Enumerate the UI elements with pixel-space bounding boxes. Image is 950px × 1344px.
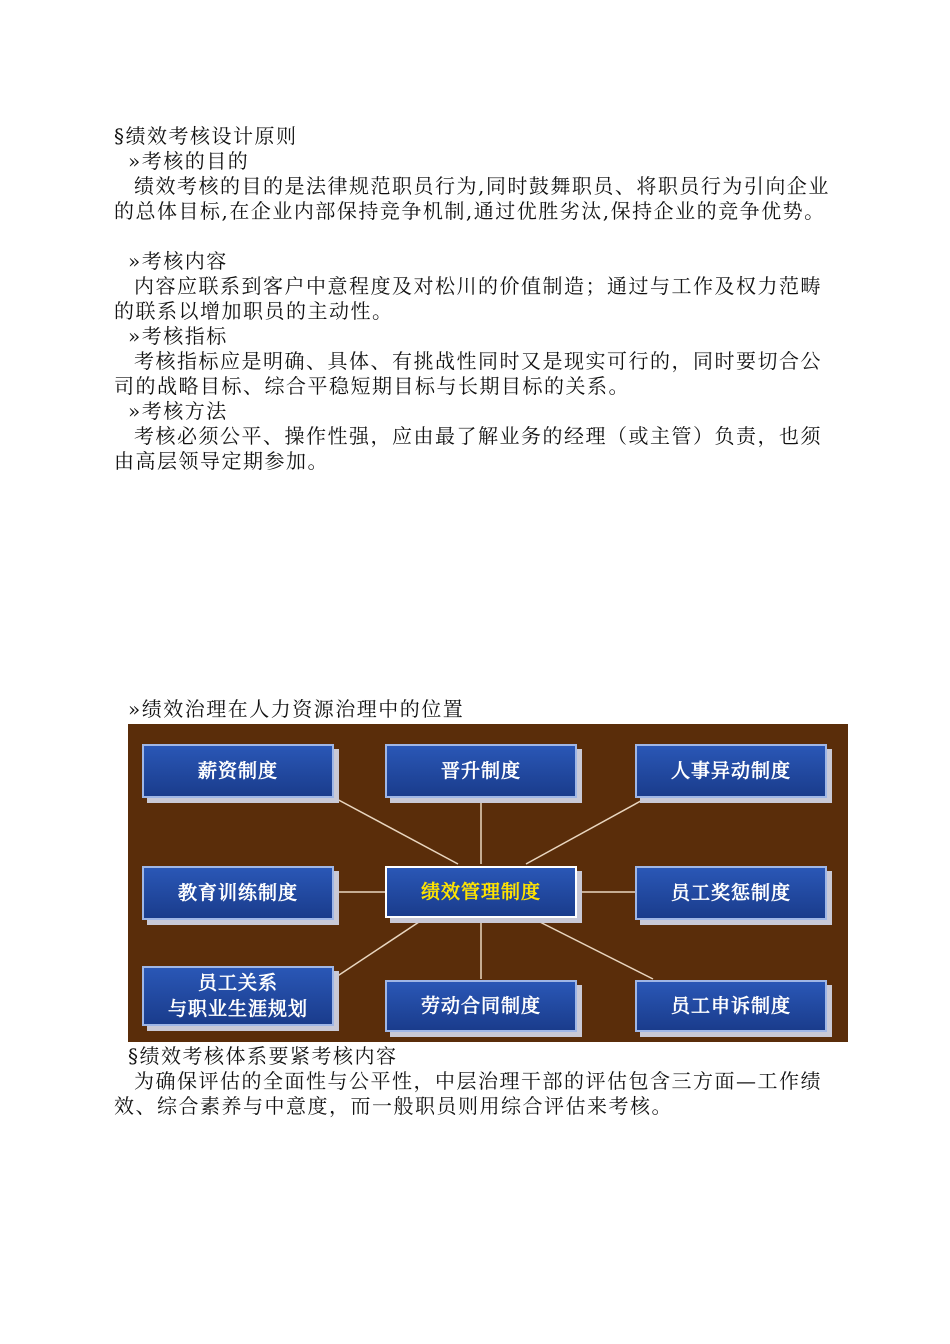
connector-line: [333, 916, 428, 979]
subheading-indicators: »考核指标: [128, 324, 228, 348]
diagram-title: »绩效治理在人力资源治理中的位置: [128, 697, 465, 721]
paragraph-purpose: 绩效考核的目的是法律规范职员行为,同时鼓舞职员、将职员行为引向企业的总体目标,在企业内部保持竞争机制,通过优胜劣汰,保持企业的竞争优势。: [114, 174, 830, 223]
box-personnel-transfer-system: 人事异动制度: [635, 744, 827, 798]
paragraph-content: 内容应联系到客户中意程度及对松川的价值制造；通过与工作及权力范畴的联系以增加职员的主动性。: [114, 274, 822, 323]
subheading-methods: »考核方法: [128, 399, 228, 423]
box-labor-contract-system: 劳动合同制度: [385, 980, 577, 1032]
connector-line: [526, 797, 648, 864]
hr-system-diagram: [128, 724, 848, 1042]
box-performance-management-system: 绩效管理制度: [385, 866, 577, 918]
connector-line: [333, 797, 458, 864]
section-heading-2: §绩效考核体系要紧考核内容: [128, 1044, 398, 1068]
paragraph-indicators: 考核指标应是明确、具体、有挑战性同时又是现实可行的，同时要切合公司的战略目标、综合平稳短期目标与长期目标的关系。: [114, 349, 822, 398]
paragraph-evaluation: 为确保评估的全面性与公平性，中层治理干部的评估包含三方面—工作绩效、综合素养与中意度，而一般职员则用综合评估来考核。: [114, 1069, 822, 1118]
section-heading: §绩效考核设计原则: [114, 124, 298, 148]
subheading-purpose: »考核的目的: [128, 149, 250, 173]
box-employee-relations-career: 员工关系 与职业生涯规划: [142, 966, 334, 1026]
subheading-content: »考核内容: [128, 249, 228, 273]
box-promotion-system: 晋升制度: [385, 744, 577, 798]
paragraph-methods: 考核必须公平、操作性强，应由最了解业务的经理（或主管）负责，也须由高层领导定期参加。: [114, 424, 822, 473]
box-reward-punishment-system: 员工奖惩制度: [635, 866, 827, 920]
box-salary-system: 薪资制度: [142, 744, 334, 798]
box-training-system: 教育训练制度: [142, 866, 334, 920]
box-complaint-system: 员工申诉制度: [635, 980, 827, 1032]
connector-line: [528, 916, 653, 979]
